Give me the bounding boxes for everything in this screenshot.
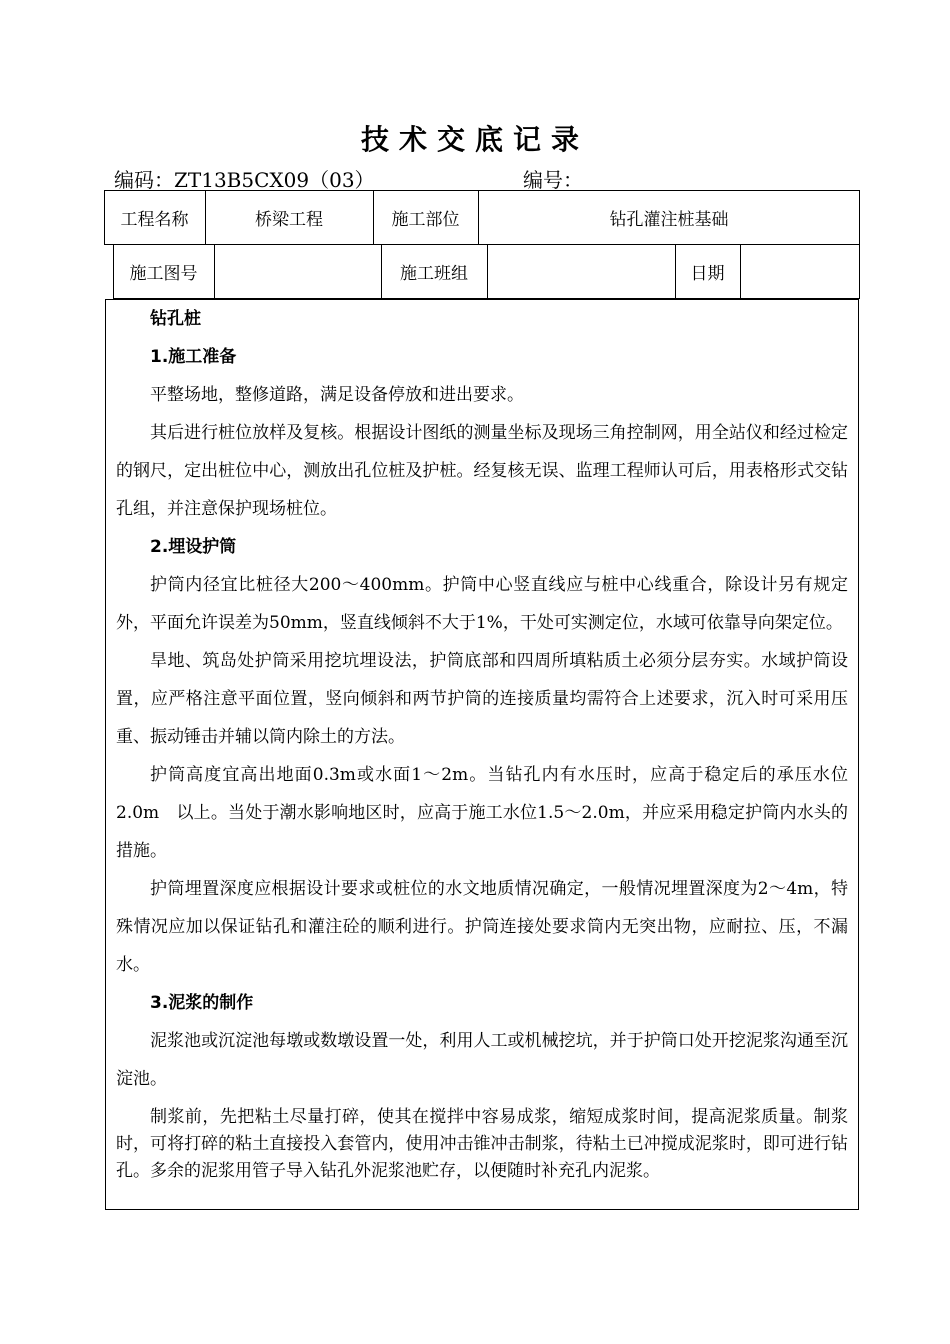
section-1-paragraph-2: 其后进行桩位放样及复核。根据设计图纸的测量坐标及现场三角控制网，用全站仪和经过检定的钢尺，定出桩位中心，测放出孔位桩及护桩。经复核无误、监理工程师认可后，用表格形式交钻孔组，并注意保护现场桩位。: [116, 423, 848, 519]
drawing-number-label: 施工图号: [129, 264, 198, 284]
main-heading: 钻孔桩: [150, 309, 201, 329]
section-2-paragraph-1: 护筒内径宜比桩径大200～400mm。护筒中心竖直线应与桩中心线重合，除设计另有规定外，平面允许误差为50mm，竖直线倾斜不大于1%，干处可实测定位，水域可依靠导向架定位。: [116, 575, 848, 633]
document-number: 编号：: [523, 168, 583, 192]
construction-part-label: 施工部位: [391, 210, 460, 230]
row2-divider-1: [214, 244, 215, 299]
section-2-paragraph-4: 护筒埋置深度应根据设计要求或桩位的水文地质情况确定，一般情况埋置深度为2～4m，特殊情况应加以保证钻孔和灌注砼的顺利进行。护筒连接处要求筒内无突出物，应耐拉、压，不漏水。: [116, 879, 848, 975]
section-2-paragraph-2: 旱地、筑岛处护筒采用挖坑埋设法，护筒底部和四周所填粘质土必须分层夯实。水域护筒设置，应严格注意平面位置，竖向倾斜和两节护筒的连接质量均需符合上述要求，沉入时可采用压重、振动锤击并辅以筒内除土的方法。: [116, 651, 848, 747]
project-name-value: 桥梁工程: [255, 210, 323, 230]
row2-divider-5: [740, 244, 741, 299]
section-1-title: 1.施工准备: [150, 347, 237, 367]
project-name-label: 工程名称: [120, 210, 189, 230]
section-2-title: 2.埋设护筒: [150, 537, 237, 557]
team-label: 施工班组: [400, 264, 468, 284]
document-code: 编码：ZT13B5CX09（03）: [114, 168, 375, 192]
date-label: 日期: [690, 264, 725, 284]
section-3-paragraph-1: 泥浆池或沉淀池每墩或数墩设置一处，利用人工或机械挖坑，并于护筒口处开挖泥浆沟通至沉淀池。: [116, 1031, 848, 1089]
construction-part-value: 钻孔灌注桩基础: [609, 210, 729, 230]
document-title: 技术交底记录: [360, 123, 589, 156]
content-box: [105, 299, 859, 1210]
section-3-paragraph-2: 制浆前，先把粘土尽量打碎，使其在搅拌中容易成浆，缩短成浆时间，提高泥浆质量。制浆时，可将打碎的粘土直接投入套管内，使用冲击锥冲击制浆，待粘土已冲搅成泥浆时，即可进行钻孔。多余的泥浆用管子导入钻孔外泥浆池贮存，以便随时补充孔内泥浆。: [116, 1107, 848, 1181]
section-2-paragraph-3: 护筒高度宜高出地面0.3m或水面1～2m。当钻孔内有水压时，应高于稳定后的承压水位2.0m 以上。当处于潮水影响地区时，应高于施工水位1.5～2.0m，并应采用稳定护筒内水头的措施。: [116, 765, 848, 861]
section-3-title: 3.泥浆的制作: [150, 993, 254, 1013]
section-1-paragraph-1: 平整场地，整修道路，满足设备停放和进出要求。: [150, 385, 524, 405]
row2-divider-3: [487, 244, 488, 299]
